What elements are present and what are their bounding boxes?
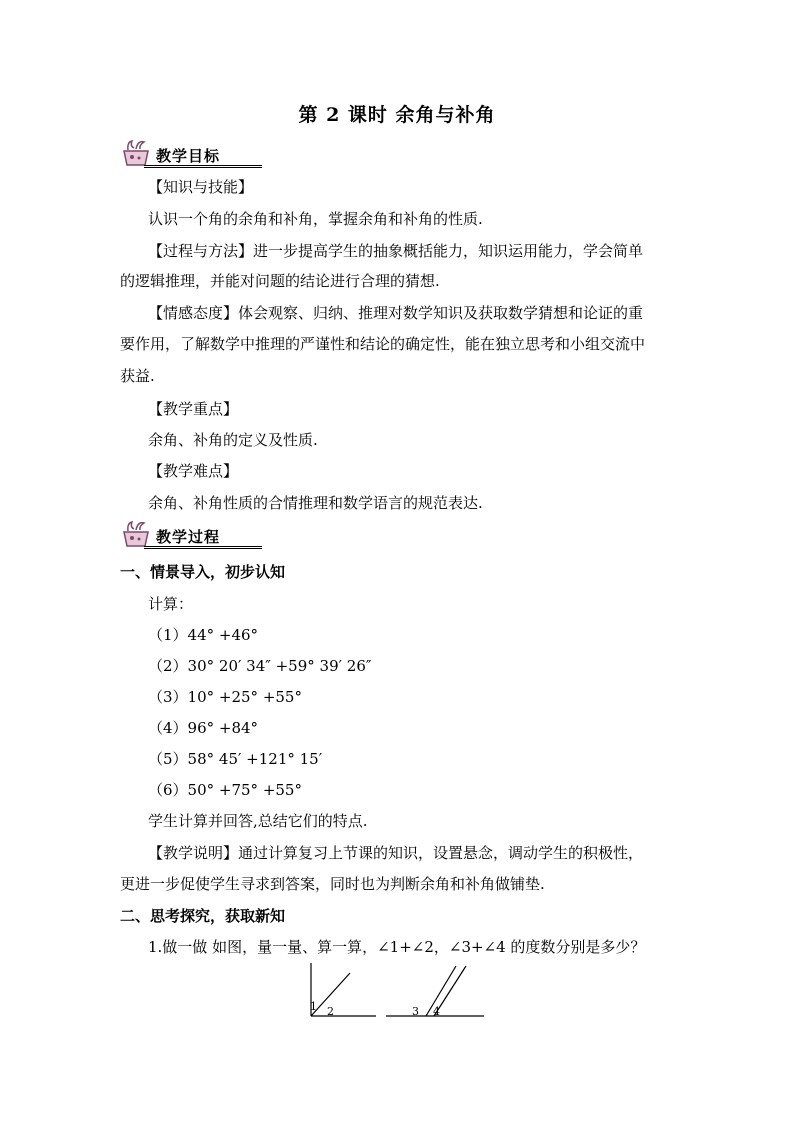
knowledge-heading: 【知识与技能】	[148, 178, 254, 196]
angle-label-1: 1	[310, 1000, 317, 1013]
banner-underline	[144, 165, 262, 168]
angle-label-2: 2	[327, 1005, 334, 1018]
process-line-1: 【过程与方法】进一步提高学生的抽象概括能力，知识运用能力，学会简单	[148, 242, 644, 260]
calc-item-6: （6）50° +75° +55°	[148, 781, 302, 799]
part1-heading: 一、情景导入，初步认知	[120, 563, 286, 581]
difficulty-heading: 【教学难点】	[148, 462, 239, 480]
knowledge-text: 认识一个角的余角和补角，掌握余角和补角的性质.	[148, 210, 483, 228]
student-text: 学生计算并回答,总结它们的特点.	[148, 812, 368, 830]
attitude-line-1: 【情感态度】体会观察、归纳、推理对数学知识及获取数学猜想和论证的重	[148, 304, 644, 322]
angle-label-3: 3	[412, 1005, 419, 1018]
banner-underline	[144, 546, 262, 549]
difficulty-text: 余角、补角性质的合情推理和数学语言的规范表达.	[148, 494, 483, 512]
section-banner-process	[118, 521, 248, 549]
key-heading: 【教学重点】	[148, 400, 239, 418]
calc-item-4: （4）96° +84°	[148, 719, 259, 737]
page-title: 第 2 课时 余角与补角	[298, 104, 496, 126]
process-line-2: 的逻辑推理，并能对问题的结论进行合理的猜想.	[120, 272, 440, 290]
section-label-process: 教学过程	[156, 528, 221, 546]
section-label-goals: 教学目标	[156, 147, 221, 165]
attitude-line-2: 要作用，了解数学中推理的严谨性和结论的确定性，能在独立思考和小组交流中	[120, 335, 646, 353]
attitude-line-3: 获益.	[120, 367, 155, 385]
calc-item-1: （1）44° +46°	[148, 626, 259, 644]
calc-label: 计算：	[148, 595, 194, 613]
calc-item-5: （5）58° 45′ +121° 15′	[148, 750, 323, 768]
question-1: 1.做一做 如图，量一量、算一算，∠1+∠2，∠3+∠4 的度数分别是多少？	[148, 938, 646, 956]
cup-icon	[118, 519, 154, 549]
angle-figure	[298, 958, 498, 1028]
section-banner-goals	[118, 140, 248, 168]
angle-label-4: 4	[433, 1005, 440, 1018]
right-slanted-ray-a	[426, 966, 456, 1016]
key-text: 余角、补角的定义及性质.	[148, 431, 318, 449]
note-line-2: 更进一步促使学生寻求到答案，同时也为判断余角和补角做铺垫.	[120, 875, 545, 893]
part2-heading: 二、思考探究，获取新知	[120, 907, 286, 925]
cup-icon	[118, 138, 154, 168]
note-line-1: 【教学说明】通过计算复习上节课的知识，设置悬念，调动学生的积极性，	[148, 844, 644, 862]
calc-item-3: （3）10° +25° +55°	[148, 688, 302, 706]
calc-item-2: （2）30° 20′ 34″ +59° 39′ 26″	[148, 657, 372, 675]
